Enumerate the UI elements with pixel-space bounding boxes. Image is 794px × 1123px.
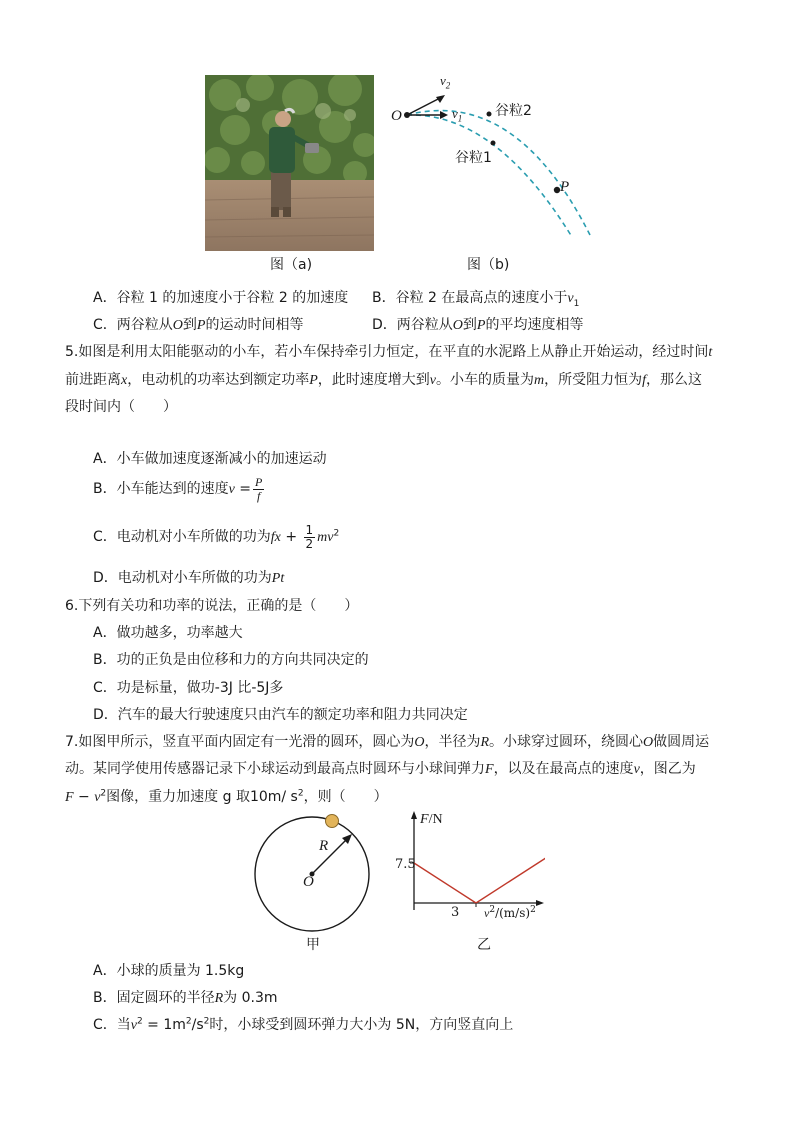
q5-option-b: B．小车能达到的速度v = $\frac{P}{f}$ xyxy=(93,475,263,503)
grain2-dot xyxy=(487,112,492,117)
q5-stem-line2: 前进距离x，电动机的功率达到额定功率P，此时速度增大到v。小车的质量为m，所受阻力恒为f，那么这 xyxy=(65,372,703,388)
q4-option-c: C．两谷粒从O到P的运动时间相等 xyxy=(93,317,304,333)
trajectory-figure xyxy=(385,72,605,252)
graph-x-label: $v^2/(m/s)^2$ xyxy=(484,905,536,920)
graph-x-tick: 3 xyxy=(451,905,460,920)
q5-option-a: A．小车做加速度逐渐减小的加速运动 xyxy=(93,451,327,467)
graph-y-tick: 7.5 xyxy=(395,857,416,872)
figure-jia-caption: 甲 xyxy=(306,937,320,953)
grain1-label: 谷粒1 xyxy=(455,150,492,166)
grain1-trajectory xyxy=(407,115,572,237)
q7-stem-line1: 7.如图甲所示，竖直平面内固定有一光滑的圆环，圆心为O，半径为R。小球穿过圆环，绕圆心O做圆周运 xyxy=(65,734,710,750)
graph-segment-2 xyxy=(476,823,545,903)
q7-stem-line3: $F - v^2$图像，重力加速度 g 取10m/ $s^2$，则（ ） xyxy=(65,788,388,805)
graph-segment-1 xyxy=(414,863,476,903)
q5-option-d: D．电动机对小车所做的功为Pt xyxy=(93,570,285,586)
q5-option-c: C．电动机对小车所做的功为fx + $\frac{1}{2}$ $mv^2$ xyxy=(93,523,340,551)
q7-option-c: C．当$v^2 = 1m^2/s^2$时，小球受到圆环弹力大小为 5N，方向竖直向上 xyxy=(93,1016,514,1033)
grain1-dot xyxy=(491,141,496,146)
farmer-photo xyxy=(205,75,374,251)
figure-yi-caption: 乙 xyxy=(477,937,491,953)
q4-option-d: D．两谷粒从O到P的平均速度相等 xyxy=(372,317,584,333)
v2-label: $v_2$ xyxy=(440,73,451,91)
q5-stem-line3: 段时间内（ ） xyxy=(65,399,177,415)
figure-a-caption: 图（a) xyxy=(270,257,313,273)
figure-b-caption: 图（b) xyxy=(467,257,510,273)
origin-label: O xyxy=(391,108,402,124)
q6-option-c: C．功是标量，做功-3J 比-5J多 xyxy=(93,680,284,696)
q7-option-a: A．小球的质量为 1.5kg xyxy=(93,963,245,979)
p-label: P xyxy=(560,179,570,195)
radius-label: R xyxy=(319,838,329,854)
q6-stem: 6.下列有关功和功率的说法，正确的是（ ） xyxy=(65,598,359,614)
q6-option-b: B．功的正负是由位移和力的方向共同决定的 xyxy=(93,652,369,668)
q4-option-a: A．谷粒 1 的加速度小于谷粒 2 的加速度 xyxy=(93,290,349,306)
grain2-label: 谷粒2 xyxy=(495,103,532,119)
q5-stem-line1: 5.如图是利用太阳能驱动的小车，若小车保持牵引力恒定，在平直的水泥路上从静止开始运动，经过时间t xyxy=(65,344,713,360)
q6-option-d: D．汽车的最大行驶速度只由汽车的额定功率和阻力共同决定 xyxy=(93,707,468,723)
origin-point xyxy=(404,112,410,118)
q6-option-a: A．做功越多，功率越大 xyxy=(93,625,243,641)
center-label: O xyxy=(303,874,314,890)
farmer-sowing-photo-icon xyxy=(205,75,374,251)
v2-vector xyxy=(407,97,442,115)
graph-y-label: F/N xyxy=(420,812,443,827)
ball xyxy=(326,815,339,828)
radius-line xyxy=(312,838,348,874)
q7-option-b: B．固定圆环的半径R为 0.3m xyxy=(93,990,278,1006)
q4-option-b: B．谷粒 2 在最高点的速度小于$v_1$ xyxy=(372,290,580,309)
grain2-trajectory xyxy=(407,111,590,235)
v1-label: $v_1$ xyxy=(452,106,463,124)
q7-stem-line2: 动。某同学使用传感器记录下小球运动到最高点时圆环与小球间弹力F，以及在最高点的速度v，图乙为 xyxy=(65,761,696,777)
